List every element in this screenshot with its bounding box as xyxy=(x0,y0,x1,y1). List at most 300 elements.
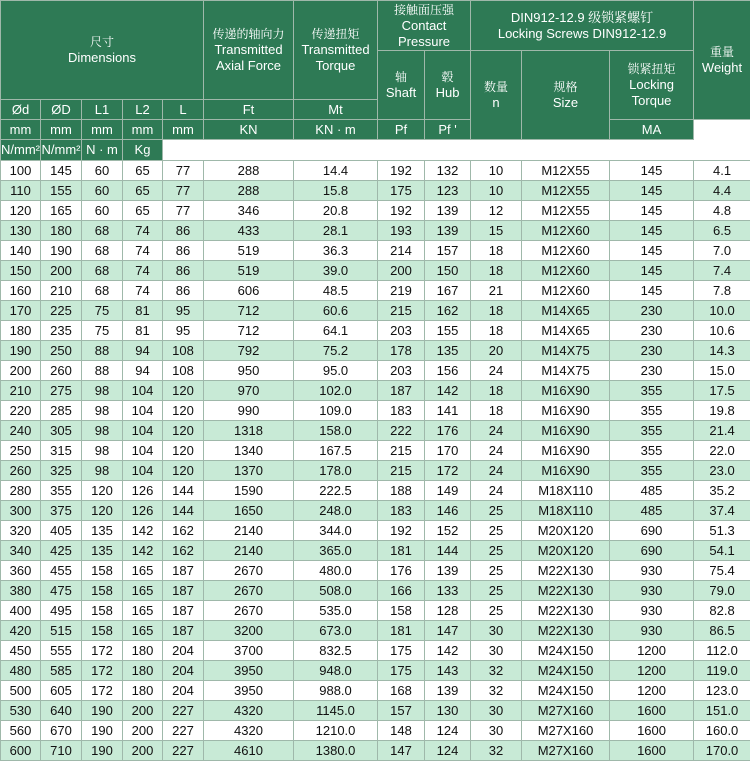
cell-L: 86 xyxy=(163,281,204,301)
symbol-MA: MA xyxy=(610,120,694,140)
cell-n: 18 xyxy=(471,401,522,421)
cell-Ft: 346 xyxy=(204,201,294,221)
cell-Pf-hub: 124 xyxy=(425,721,471,741)
unit-d: mm xyxy=(1,120,41,140)
cell-MA: 1600 xyxy=(610,701,694,721)
cell-Ft: 970 xyxy=(204,381,294,401)
cell-Mt: 102.0 xyxy=(294,381,378,401)
table-row xyxy=(1,641,750,661)
cell-n: 24 xyxy=(471,481,522,501)
cell-L: 95 xyxy=(163,301,204,321)
cell-Pf: 183 xyxy=(378,501,425,521)
cell-L2: 94 xyxy=(123,361,163,381)
cell-size: M12X55 xyxy=(522,181,610,201)
cell-size: M12X60 xyxy=(522,281,610,301)
cell-d: 320 xyxy=(1,521,41,541)
cell-Pf: 175 xyxy=(378,641,425,661)
cell-MA: 690 xyxy=(610,541,694,561)
cell-Ft: 2140 xyxy=(204,521,294,541)
cell-n: 18 xyxy=(471,301,522,321)
cell-L2: 104 xyxy=(123,381,163,401)
cell-Pf: 157 xyxy=(378,701,425,721)
cell-L: 204 xyxy=(163,681,204,701)
cell-MA: 145 xyxy=(610,201,694,221)
cell-d: 110 xyxy=(1,181,41,201)
cell-n: 25 xyxy=(471,521,522,541)
cell-L2: 104 xyxy=(123,461,163,481)
cell-d: 560 xyxy=(1,721,41,741)
cell-MA: 230 xyxy=(610,321,694,341)
cell-size: M16X90 xyxy=(522,401,610,421)
cell-weight: 7.0 xyxy=(694,241,750,261)
cell-weight: 35.2 xyxy=(694,481,750,501)
cell-size: M16X90 xyxy=(522,441,610,461)
cell-L: 144 xyxy=(163,481,204,501)
cell-Pf: 168 xyxy=(378,681,425,701)
cell-Pf: 166 xyxy=(378,581,425,601)
cell-weight: 4.1 xyxy=(694,161,750,181)
cell-L2: 126 xyxy=(123,481,163,501)
cell-size: M20X120 xyxy=(522,541,610,561)
cell-D: 145 xyxy=(41,161,82,181)
cell-L1: 158 xyxy=(82,561,123,581)
table-row xyxy=(1,581,750,601)
cell-Ft: 3200 xyxy=(204,621,294,641)
cell-Pf-hub: 150 xyxy=(425,261,471,281)
symbol-Pf-hub: Pf ' xyxy=(425,120,471,140)
cell-d: 200 xyxy=(1,361,41,381)
cell-MA: 355 xyxy=(610,421,694,441)
table-row xyxy=(1,241,750,261)
cell-Ft: 3700 xyxy=(204,641,294,661)
cell-L: 120 xyxy=(163,401,204,421)
cell-weight: 22.0 xyxy=(694,441,750,461)
cell-n: 18 xyxy=(471,321,522,341)
cell-n: 25 xyxy=(471,501,522,521)
cell-weight: 14.3 xyxy=(694,341,750,361)
cell-Pf: 192 xyxy=(378,161,425,181)
table-row xyxy=(1,281,750,301)
cell-d: 360 xyxy=(1,561,41,581)
cell-Pf: 187 xyxy=(378,381,425,401)
cell-Mt: 1380.0 xyxy=(294,741,378,761)
cell-Pf: 215 xyxy=(378,461,425,481)
cell-MA: 1200 xyxy=(610,681,694,701)
cell-L2: 104 xyxy=(123,421,163,441)
table-row xyxy=(1,401,750,421)
cell-L1: 120 xyxy=(82,501,123,521)
table-row xyxy=(1,541,750,561)
unit-Pf: N/mm² xyxy=(1,140,41,161)
cell-d: 480 xyxy=(1,661,41,681)
cell-size: M24X150 xyxy=(522,641,610,661)
cell-size: M27X160 xyxy=(522,721,610,741)
cell-MA: 145 xyxy=(610,181,694,201)
cell-size: M22X130 xyxy=(522,561,610,581)
cell-L2: 65 xyxy=(123,161,163,181)
cell-L2: 126 xyxy=(123,501,163,521)
cell-L1: 60 xyxy=(82,201,123,221)
cell-Ft: 1370 xyxy=(204,461,294,481)
cell-L: 187 xyxy=(163,621,204,641)
table-row xyxy=(1,621,750,641)
table-row xyxy=(1,721,750,741)
cell-Pf: 192 xyxy=(378,521,425,541)
cell-L2: 104 xyxy=(123,401,163,421)
cell-d: 340 xyxy=(1,541,41,561)
cell-Mt: 158.0 xyxy=(294,421,378,441)
cell-Pf-hub: 167 xyxy=(425,281,471,301)
symbol-L2: L2 xyxy=(123,100,163,120)
cell-Pf: 193 xyxy=(378,221,425,241)
cell-Pf-hub: 155 xyxy=(425,321,471,341)
cell-Ft: 1650 xyxy=(204,501,294,521)
cell-L1: 98 xyxy=(82,461,123,481)
cell-L1: 68 xyxy=(82,221,123,241)
cell-Mt: 109.0 xyxy=(294,401,378,421)
cell-MA: 930 xyxy=(610,601,694,621)
cell-Pf: 176 xyxy=(378,561,425,581)
cell-Pf-hub: 142 xyxy=(425,381,471,401)
unit-D: mm xyxy=(41,120,82,140)
cell-L1: 158 xyxy=(82,581,123,601)
cell-n: 15 xyxy=(471,221,522,241)
cell-MA: 230 xyxy=(610,301,694,321)
table-row xyxy=(1,661,750,681)
cell-L: 77 xyxy=(163,181,204,201)
cell-n: 10 xyxy=(471,161,522,181)
cell-L2: 180 xyxy=(123,681,163,701)
cell-weight: 10.0 xyxy=(694,301,750,321)
cell-MA: 930 xyxy=(610,581,694,601)
cell-weight: 7.8 xyxy=(694,281,750,301)
cell-Pf: 219 xyxy=(378,281,425,301)
cell-weight: 119.0 xyxy=(694,661,750,681)
cell-L: 86 xyxy=(163,221,204,241)
cell-size: M24X150 xyxy=(522,661,610,681)
cell-Mt: 1210.0 xyxy=(294,721,378,741)
cell-L: 204 xyxy=(163,661,204,681)
cell-n: 24 xyxy=(471,441,522,461)
cell-d: 140 xyxy=(1,241,41,261)
cell-D: 585 xyxy=(41,661,82,681)
cell-Mt: 222.5 xyxy=(294,481,378,501)
cell-L1: 158 xyxy=(82,601,123,621)
cell-size: M24X150 xyxy=(522,681,610,701)
cell-L2: 165 xyxy=(123,561,163,581)
cell-size: M16X90 xyxy=(522,461,610,481)
cell-L: 162 xyxy=(163,521,204,541)
cell-weight: 23.0 xyxy=(694,461,750,481)
table-row xyxy=(1,361,750,381)
cell-Mt: 988.0 xyxy=(294,681,378,701)
cell-n: 30 xyxy=(471,621,522,641)
cell-weight: 17.5 xyxy=(694,381,750,401)
cell-weight: 19.8 xyxy=(694,401,750,421)
unit-L1: mm xyxy=(82,120,123,140)
cell-Pf: 158 xyxy=(378,601,425,621)
cell-size: M22X130 xyxy=(522,581,610,601)
table-row xyxy=(1,181,750,201)
cell-Pf-hub: 146 xyxy=(425,501,471,521)
cell-L2: 142 xyxy=(123,521,163,541)
cell-size: M18X110 xyxy=(522,481,610,501)
unit-Ft: KN xyxy=(204,120,294,140)
cell-Pf: 183 xyxy=(378,401,425,421)
cell-MA: 485 xyxy=(610,481,694,501)
unit-Pf-hub: N/mm² xyxy=(41,140,82,161)
cell-L1: 68 xyxy=(82,241,123,261)
cell-L: 227 xyxy=(163,701,204,721)
cell-size: M14X75 xyxy=(522,361,610,381)
header-weight: 重量 Weight xyxy=(694,1,750,120)
cell-Ft: 4320 xyxy=(204,701,294,721)
cell-L2: 165 xyxy=(123,581,163,601)
cell-Ft: 1590 xyxy=(204,481,294,501)
cell-size: M27X160 xyxy=(522,701,610,721)
cell-size: M22X130 xyxy=(522,601,610,621)
cell-n: 32 xyxy=(471,741,522,761)
cell-Mt: 673.0 xyxy=(294,621,378,641)
cell-L: 204 xyxy=(163,641,204,661)
cell-size: M20X120 xyxy=(522,521,610,541)
cell-Pf-hub: 157 xyxy=(425,241,471,261)
cell-D: 375 xyxy=(41,501,82,521)
cell-L: 108 xyxy=(163,341,204,361)
cell-Pf: 192 xyxy=(378,201,425,221)
cell-Pf-hub: 128 xyxy=(425,601,471,621)
cell-size: M14X75 xyxy=(522,341,610,361)
cell-Pf-hub: 139 xyxy=(425,221,471,241)
cell-D: 305 xyxy=(41,421,82,441)
cell-Pf-hub: 156 xyxy=(425,361,471,381)
cell-D: 325 xyxy=(41,461,82,481)
cell-Ft: 519 xyxy=(204,241,294,261)
unit-Mt: KN · m xyxy=(294,120,378,140)
cell-MA: 355 xyxy=(610,441,694,461)
cell-Ft: 1340 xyxy=(204,441,294,461)
cell-Pf: 215 xyxy=(378,301,425,321)
cell-Ft: 2140 xyxy=(204,541,294,561)
cell-L: 120 xyxy=(163,461,204,481)
table-row xyxy=(1,441,750,461)
cell-d: 260 xyxy=(1,461,41,481)
cell-d: 210 xyxy=(1,381,41,401)
cell-Mt: 15.8 xyxy=(294,181,378,201)
cell-Mt: 948.0 xyxy=(294,661,378,681)
cell-L1: 172 xyxy=(82,661,123,681)
cell-Pf-hub: 130 xyxy=(425,701,471,721)
cell-Mt: 508.0 xyxy=(294,581,378,601)
table-row xyxy=(1,221,750,241)
cell-weight: 170.0 xyxy=(694,741,750,761)
cell-n: 18 xyxy=(471,241,522,261)
cell-D: 225 xyxy=(41,301,82,321)
cell-Mt: 832.5 xyxy=(294,641,378,661)
cell-MA: 485 xyxy=(610,501,694,521)
cell-L2: 165 xyxy=(123,601,163,621)
cell-Mt: 36.3 xyxy=(294,241,378,261)
cell-Mt: 535.0 xyxy=(294,601,378,621)
cell-Pf-hub: 132 xyxy=(425,161,471,181)
cell-weight: 79.0 xyxy=(694,581,750,601)
cell-d: 250 xyxy=(1,441,41,461)
cell-Pf-hub: 139 xyxy=(425,201,471,221)
cell-n: 25 xyxy=(471,581,522,601)
cell-D: 155 xyxy=(41,181,82,201)
cell-Mt: 167.5 xyxy=(294,441,378,461)
cell-D: 190 xyxy=(41,241,82,261)
cell-size: M14X65 xyxy=(522,301,610,321)
cell-n: 12 xyxy=(471,201,522,221)
cell-D: 455 xyxy=(41,561,82,581)
cell-Mt: 14.4 xyxy=(294,161,378,181)
header-shaft: 轴 Shaft xyxy=(378,51,425,120)
cell-L2: 94 xyxy=(123,341,163,361)
cell-L1: 190 xyxy=(82,721,123,741)
unit-weight: Kg xyxy=(123,140,163,161)
cell-D: 495 xyxy=(41,601,82,621)
cell-weight: 75.4 xyxy=(694,561,750,581)
cell-L2: 74 xyxy=(123,281,163,301)
cell-D: 200 xyxy=(41,261,82,281)
header-hub: 毂 Hub xyxy=(425,51,471,120)
cell-d: 150 xyxy=(1,261,41,281)
cell-D: 710 xyxy=(41,741,82,761)
header-axial-force: 传递的轴向力 Transmitted Axial Force xyxy=(204,1,294,100)
cell-L2: 180 xyxy=(123,641,163,661)
cell-MA: 355 xyxy=(610,381,694,401)
cell-n: 25 xyxy=(471,561,522,581)
header-contact-pressure: 接触面压强 Contact Pressure xyxy=(378,1,471,51)
cell-weight: 10.6 xyxy=(694,321,750,341)
cell-Mt: 20.8 xyxy=(294,201,378,221)
cell-Pf: 178 xyxy=(378,341,425,361)
cell-L1: 75 xyxy=(82,301,123,321)
cell-MA: 145 xyxy=(610,241,694,261)
cell-Mt: 365.0 xyxy=(294,541,378,561)
unit-MA: N · m xyxy=(82,140,123,161)
cell-d: 120 xyxy=(1,201,41,221)
cell-L1: 88 xyxy=(82,341,123,361)
cell-weight: 4.4 xyxy=(694,181,750,201)
header-quantity: 数量 n xyxy=(471,51,522,140)
cell-Pf-hub: 124 xyxy=(425,741,471,761)
cell-Ft: 712 xyxy=(204,321,294,341)
cell-D: 605 xyxy=(41,681,82,701)
cell-L2: 74 xyxy=(123,241,163,261)
cell-d: 170 xyxy=(1,301,41,321)
cell-Mt: 1145.0 xyxy=(294,701,378,721)
cell-Ft: 1318 xyxy=(204,421,294,441)
cell-n: 25 xyxy=(471,541,522,561)
cell-MA: 145 xyxy=(610,161,694,181)
cell-Pf-hub: 176 xyxy=(425,421,471,441)
cell-Pf: 175 xyxy=(378,181,425,201)
cell-L2: 65 xyxy=(123,181,163,201)
cell-L2: 74 xyxy=(123,221,163,241)
unit-L: mm xyxy=(163,120,204,140)
cell-Mt: 39.0 xyxy=(294,261,378,281)
cell-Pf: 175 xyxy=(378,661,425,681)
cell-d: 190 xyxy=(1,341,41,361)
cell-D: 165 xyxy=(41,201,82,221)
cell-weight: 6.5 xyxy=(694,221,750,241)
cell-Pf: 188 xyxy=(378,481,425,501)
cell-L2: 104 xyxy=(123,441,163,461)
cell-Ft: 519 xyxy=(204,261,294,281)
cell-L: 120 xyxy=(163,421,204,441)
cell-Ft: 2670 xyxy=(204,561,294,581)
cell-L1: 75 xyxy=(82,321,123,341)
cell-n: 18 xyxy=(471,261,522,281)
cell-d: 380 xyxy=(1,581,41,601)
cell-weight: 4.8 xyxy=(694,201,750,221)
cell-weight: 160.0 xyxy=(694,721,750,741)
cell-Pf-hub: 139 xyxy=(425,681,471,701)
cell-n: 32 xyxy=(471,681,522,701)
cell-Ft: 4610 xyxy=(204,741,294,761)
cell-L2: 200 xyxy=(123,701,163,721)
cell-L2: 180 xyxy=(123,661,163,681)
cell-D: 210 xyxy=(41,281,82,301)
cell-L1: 120 xyxy=(82,481,123,501)
cell-n: 32 xyxy=(471,661,522,681)
symbol-D: ØD xyxy=(41,100,82,120)
cell-L1: 190 xyxy=(82,741,123,761)
cell-D: 315 xyxy=(41,441,82,461)
cell-Mt: 95.0 xyxy=(294,361,378,381)
cell-Pf: 215 xyxy=(378,441,425,461)
cell-size: M12X60 xyxy=(522,261,610,281)
table-row xyxy=(1,501,750,521)
header-locking-torque: 锁紧扭矩 Locking Torque xyxy=(610,51,694,120)
cell-L2: 200 xyxy=(123,721,163,741)
cell-Pf-hub: 135 xyxy=(425,341,471,361)
cell-L2: 165 xyxy=(123,621,163,641)
cell-L1: 135 xyxy=(82,541,123,561)
cell-weight: 82.8 xyxy=(694,601,750,621)
cell-L: 144 xyxy=(163,501,204,521)
cell-Mt: 480.0 xyxy=(294,561,378,581)
cell-Pf-hub: 172 xyxy=(425,461,471,481)
cell-Pf-hub: 144 xyxy=(425,541,471,561)
cell-Mt: 48.5 xyxy=(294,281,378,301)
cell-L: 187 xyxy=(163,581,204,601)
cell-size: M18X110 xyxy=(522,501,610,521)
table-header xyxy=(1,1,750,161)
symbol-L1: L1 xyxy=(82,100,123,120)
cell-Ft: 606 xyxy=(204,281,294,301)
cell-L: 120 xyxy=(163,441,204,461)
header-size: 规格 Size xyxy=(522,51,610,140)
table-row xyxy=(1,701,750,721)
cell-L1: 135 xyxy=(82,521,123,541)
cell-Ft: 2670 xyxy=(204,601,294,621)
cell-D: 180 xyxy=(41,221,82,241)
cell-size: M16X90 xyxy=(522,421,610,441)
cell-n: 30 xyxy=(471,701,522,721)
header-torque: 传递扭矩 Transmitted Torque xyxy=(294,1,378,100)
cell-size: M22X130 xyxy=(522,621,610,641)
table-row xyxy=(1,601,750,621)
cell-weight: 51.3 xyxy=(694,521,750,541)
cell-D: 640 xyxy=(41,701,82,721)
cell-Ft: 288 xyxy=(204,181,294,201)
cell-weight: 21.4 xyxy=(694,421,750,441)
symbol-d: Ød xyxy=(1,100,41,120)
cell-L1: 68 xyxy=(82,281,123,301)
